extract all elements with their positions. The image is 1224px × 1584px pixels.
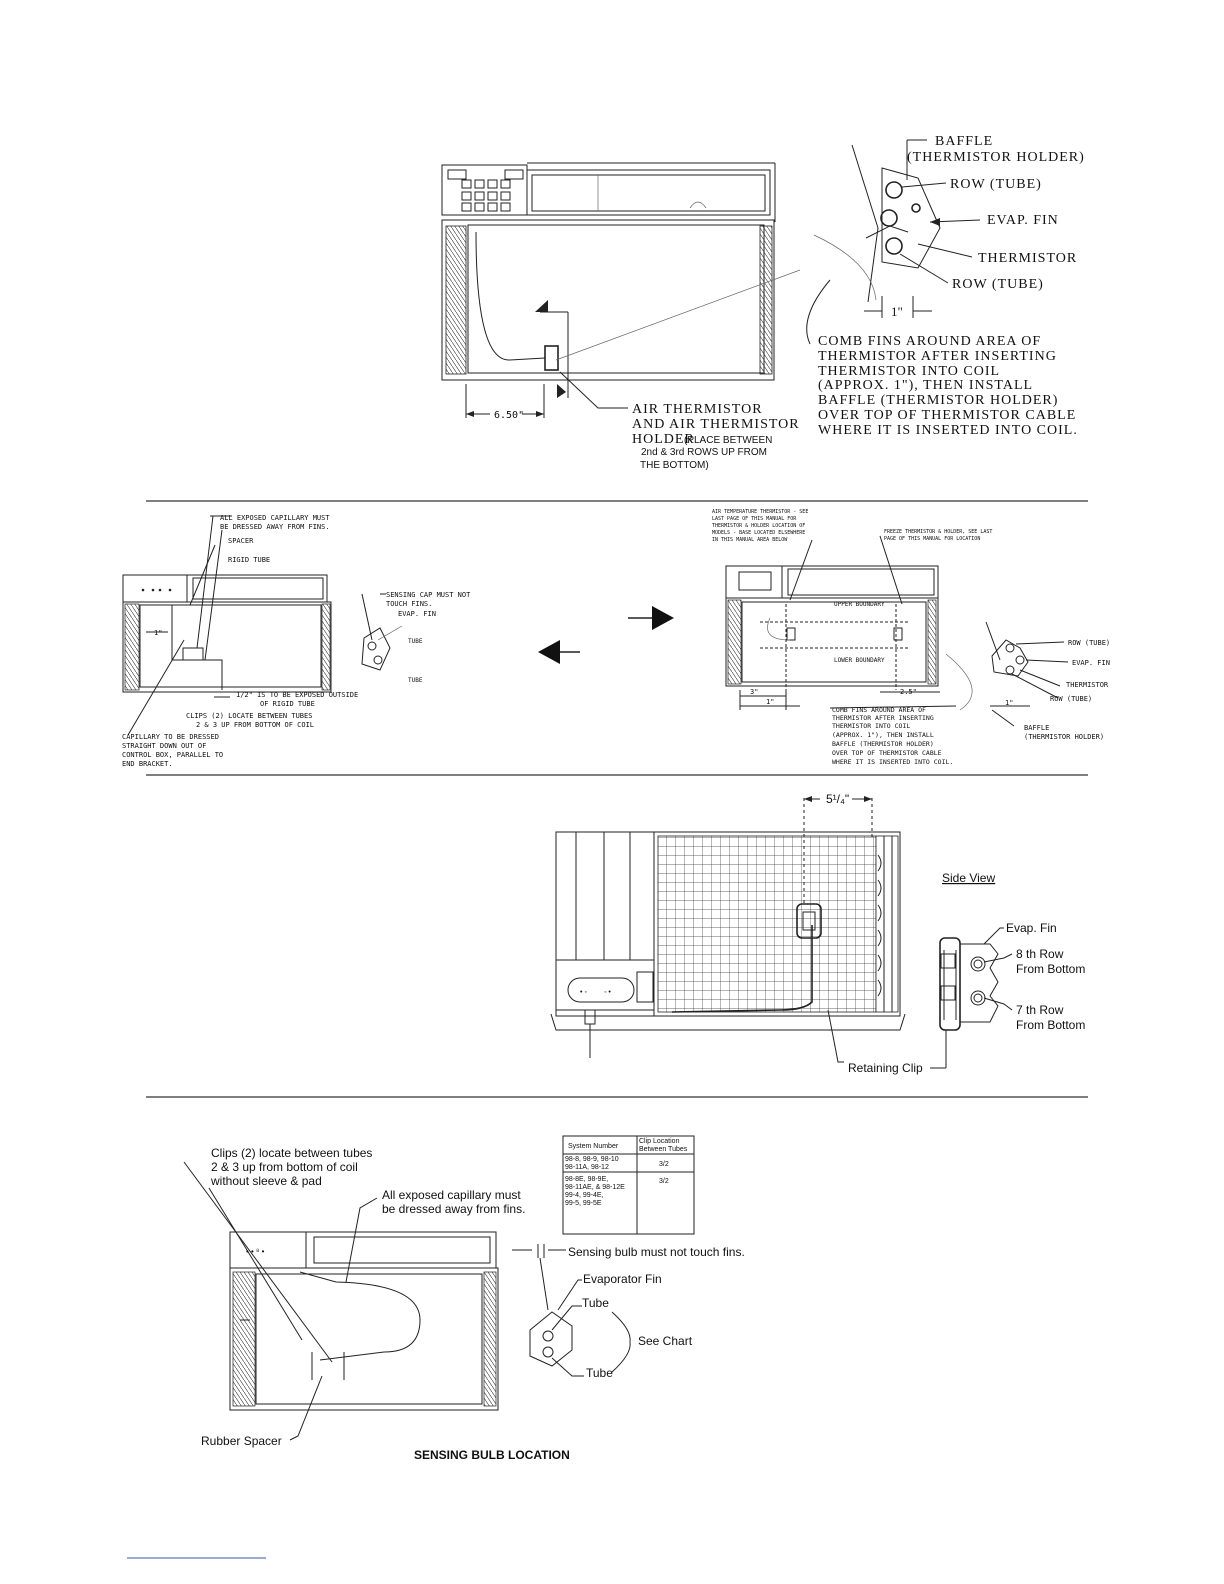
thermistor-label: THERMISTOR — [978, 251, 1078, 266]
dim-one-inch: 1" — [891, 304, 903, 319]
rubber-spacer-label: Rubber Spacer — [201, 1434, 282, 1448]
svg-text:1": 1" — [1005, 699, 1014, 707]
svg-text:OF RIGID TUBE: OF RIGID TUBE — [260, 700, 315, 708]
svg-text:1/2" IS TO BE EXPOSED OUTSIDE: 1/2" IS TO BE EXPOSED OUTSIDE — [236, 691, 359, 699]
evap-fin-label: EVAP. FIN — [987, 213, 1059, 228]
air-thermistor-note-5: THE BOTTOM) — [640, 460, 709, 471]
svg-text:OVER TOP OF THERMISTOR CABLE: OVER TOP OF THERMISTOR CABLE — [832, 749, 942, 757]
svg-text:BAFFLE (THERMISTOR HOLDER): BAFFLE (THERMISTOR HOLDER) — [832, 740, 934, 748]
svg-text:From Bottom: From Bottom — [1016, 962, 1086, 976]
svg-text:CLIPS (2) LOCATE BETWEEN TUBES: CLIPS (2) LOCATE BETWEEN TUBES — [186, 712, 313, 720]
arrow-left-icon — [538, 640, 560, 664]
comb-fins-note — [818, 334, 1078, 438]
svg-text:2 & 3 UP FROM BOTTOM OF COIL: 2 & 3 UP FROM BOTTOM OF COIL — [196, 721, 315, 729]
dim-6-50: 6.50" — [494, 410, 525, 421]
sensing-bulb-note: Sensing bulb must not touch fins. — [568, 1245, 745, 1259]
side-view-label: Side View — [942, 871, 996, 885]
baffle-label: BAFFLE — [935, 134, 994, 149]
arrow-right-icon — [652, 606, 674, 630]
svg-text:98-11A, 98-12: 98-11A, 98-12 — [565, 1164, 609, 1171]
svg-text:THERMISTOR AFTER INSERTING: THERMISTOR AFTER INSERTING — [818, 349, 1057, 364]
svg-text:BE DRESSED AWAY FROM FINS.: BE DRESSED AWAY FROM FINS. — [220, 523, 330, 531]
svg-text:3": 3" — [750, 688, 759, 696]
svg-text:All exposed capillary must: All exposed capillary must — [382, 1188, 521, 1202]
svg-text:BAFFLE (THERMISTOR HOLDER): BAFFLE (THERMISTOR HOLDER) — [818, 393, 1059, 408]
svg-text:Clip Location: Clip Location — [639, 1138, 680, 1145]
svg-text:98-8, 98-9, 98-10: 98-8, 98-9, 98-10 — [565, 1156, 619, 1163]
svg-text:98-8E, 98-9E,: 98-8E, 98-9E, — [565, 1176, 609, 1183]
svg-text:PAGE OF THIS MANUAL FOR LOCATI: PAGE OF THIS MANUAL FOR LOCATION — [884, 536, 981, 542]
evap-fin-side-label: Evap. Fin — [1006, 921, 1057, 935]
svg-text:LAST PAGE OF THIS MANUAL FOR: LAST PAGE OF THIS MANUAL FOR — [712, 516, 797, 522]
svg-text:2.5": 2.5" — [900, 688, 917, 696]
svg-text:CONTROL BOX, PARALLEL TO: CONTROL BOX, PARALLEL TO — [122, 751, 224, 759]
svg-text:COMB FINS AROUND AREA OF: COMB FINS AROUND AREA OF — [818, 334, 1042, 349]
svg-text:WHERE IT IS INSERTED INTO COIL: WHERE IT IS INSERTED INTO COIL. — [832, 758, 954, 766]
svg-text:THERMISTOR INTO COIL: THERMISTOR INTO COIL — [818, 364, 1001, 379]
tube-a-label: TUBE — [408, 638, 423, 645]
thermistor-holder-label: (THERMISTOR HOLDER) — [907, 150, 1085, 165]
air-thermistor-note-3b: (PLACE BETWEEN — [684, 435, 773, 446]
air-thermistor-note-2: AND AIR THERMISTOR — [632, 417, 800, 432]
svg-text:without sleeve & pad: without sleeve & pad — [211, 1174, 322, 1188]
svg-text:END BRACKET.: END BRACKET. — [122, 760, 173, 768]
figure-3-retaining-clip — [551, 792, 1085, 1075]
svg-text:AIR TEMPERATURE THERMISTOR - S: AIR TEMPERATURE THERMISTOR - SEE — [712, 509, 809, 515]
svg-text:THERMISTOR: THERMISTOR — [1066, 681, 1109, 689]
dim-five-quarter: 5¹/₄" — [826, 792, 850, 806]
evaporator-fin-label: Evaporator Fin — [583, 1272, 662, 1286]
svg-text:THERMISTOR AFTER INSERTING: THERMISTOR AFTER INSERTING — [832, 714, 934, 722]
svg-text:IN THIS MANUAL AREA BELOW: IN THIS MANUAL AREA BELOW — [712, 537, 788, 543]
figure-1-air-thermistor — [442, 134, 1085, 471]
svg-text:Between Tubes: Between Tubes — [639, 1146, 688, 1153]
tube-b-label: TUBE — [408, 677, 423, 684]
see-chart-label: See Chart — [638, 1334, 693, 1348]
svg-text:3/2: 3/2 — [659, 1161, 669, 1168]
tube-top-label: Tube — [582, 1296, 609, 1310]
svg-text:◦ •: ◦ • — [604, 989, 611, 996]
svg-text:98-11AE, & 98-12E: 98-11AE, & 98-12E — [565, 1184, 625, 1191]
svg-text:ROW (TUBE): ROW (TUBE) — [1050, 695, 1093, 703]
svg-text:CAPILLARY TO BE DRESSED: CAPILLARY TO BE DRESSED — [122, 733, 219, 741]
svg-text:SPACER: SPACER — [228, 537, 254, 545]
table-header-system: System Number — [568, 1143, 619, 1150]
svg-text:EVAP. FIN: EVAP. FIN — [398, 610, 436, 618]
air-thermistor-note-3: HOLDER — [632, 432, 695, 447]
svg-text:be dressed away from fins.: be dressed away from fins. — [382, 1202, 526, 1216]
figure-4-sensing-bulb — [184, 1136, 745, 1462]
svg-text:ROW (TUBE): ROW (TUBE) — [1068, 639, 1111, 647]
svg-text:WHERE IT IS INSERTED INTO COIL: WHERE IT IS INSERTED INTO COIL. — [818, 423, 1078, 438]
svg-text:MODELS - BASE LOCATED ELSEWHER: MODELS - BASE LOCATED ELSEWHERE — [712, 530, 806, 536]
svg-text:UPPER BOUNDARY: UPPER BOUNDARY — [834, 601, 885, 608]
svg-text:LOWER BOUNDARY: LOWER BOUNDARY — [834, 657, 885, 664]
svg-text:SENSING CAP MUST NOT: SENSING CAP MUST NOT — [386, 591, 471, 599]
figure-2-capillary — [122, 509, 1110, 768]
svg-text:99-5, 99-5E: 99-5, 99-5E — [565, 1200, 602, 1207]
svg-text:1": 1" — [766, 698, 775, 706]
svg-text:THERMISTOR & HOLDER LOCATION O: THERMISTOR & HOLDER LOCATION OF — [712, 523, 806, 529]
row-tube-top-label: ROW (TUBE) — [950, 177, 1042, 192]
svg-text:• • ⁸ •: • • ⁸ • — [246, 1247, 265, 1256]
svg-text:• ◦: • ◦ — [580, 989, 587, 996]
svg-text:Clips (2) locate between tubes: Clips (2) locate between tubes — [211, 1146, 373, 1160]
fig2-comb-note — [832, 706, 953, 766]
svg-text:FREEZE THERMISTOR & HOLDER, SE: FREEZE THERMISTOR & HOLDER, SEE LAST — [884, 529, 993, 535]
svg-text:7 th Row: 7 th Row — [1016, 1003, 1064, 1017]
svg-text:(APPROX. 1"), THEN INSTALL: (APPROX. 1"), THEN INSTALL — [832, 731, 934, 739]
svg-text:2 & 3 up from bottom of coil: 2 & 3 up from bottom of coil — [211, 1160, 358, 1174]
figure-caption: SENSING BULB LOCATION — [414, 1448, 570, 1462]
row-tube-bottom-label: ROW (TUBE) — [952, 277, 1044, 292]
svg-text:8 th Row: 8 th Row — [1016, 947, 1064, 961]
svg-text:BAFFLE: BAFFLE — [1024, 724, 1050, 732]
svg-text:(THERMISTOR HOLDER): (THERMISTOR HOLDER) — [1024, 733, 1105, 741]
svg-text:EVAP. FIN: EVAP. FIN — [1072, 659, 1110, 667]
svg-text:ALL EXPOSED CAPILLARY MUST: ALL EXPOSED CAPILLARY MUST — [220, 514, 330, 522]
svg-text:COMB FINS AROUND AREA OF: COMB FINS AROUND AREA OF — [832, 706, 926, 714]
svg-text:STRAIGHT DOWN OUT OF: STRAIGHT DOWN OUT OF — [122, 742, 207, 750]
retaining-clip-label: Retaining Clip — [848, 1061, 923, 1075]
svg-text:From Bottom: From Bottom — [1016, 1018, 1086, 1032]
svg-text:(APPROX. 1"), THEN INSTALL: (APPROX. 1"), THEN INSTALL — [818, 378, 1034, 393]
tube-bottom-label: Tube — [586, 1366, 613, 1380]
svg-text:99-4, 99-4E,: 99-4, 99-4E, — [565, 1192, 604, 1199]
svg-text:TOUCH FINS.: TOUCH FINS. — [386, 600, 433, 608]
clip-location-table — [563, 1136, 694, 1234]
keypad — [448, 170, 523, 211]
svg-text:OVER TOP OF THERMISTOR CABLE: OVER TOP OF THERMISTOR CABLE — [818, 408, 1077, 423]
svg-text:THERMISTOR INTO COIL: THERMISTOR INTO COIL — [832, 722, 911, 730]
svg-text:RIGID TUBE: RIGID TUBE — [228, 556, 271, 564]
air-thermistor-note-4: 2nd & 3rd ROWS UP FROM — [641, 447, 767, 458]
dim-left-small: 1" — [154, 629, 163, 637]
air-thermistor-note-1: AIR THERMISTOR — [632, 402, 763, 417]
svg-text:3/2: 3/2 — [659, 1178, 669, 1185]
